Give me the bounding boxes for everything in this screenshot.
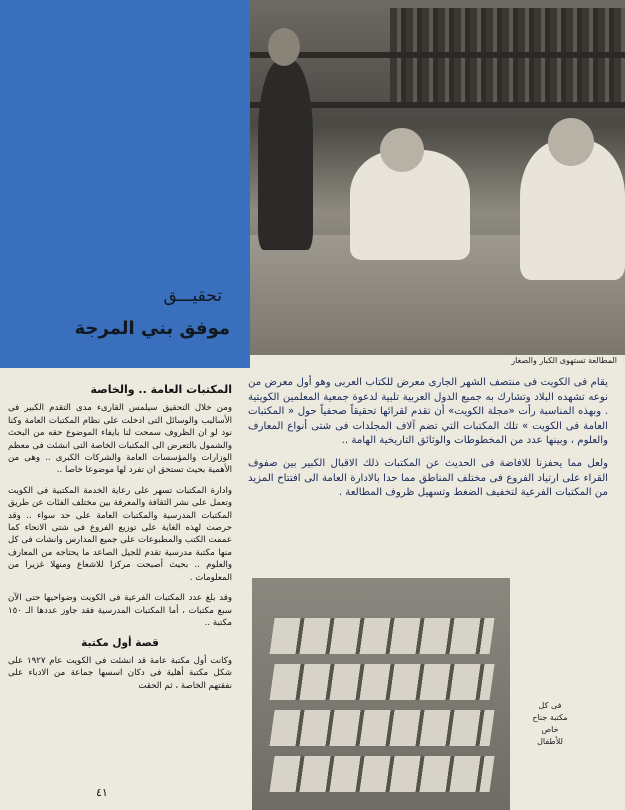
body-paragraph: وادارة المكتبات تسهر على رعاية الخدمة المكتبية فى الكويت وتعمل على نشر الثقافة والمعرفة بين مختلف الفئات عن طريق المكتبات المدرسية والمكتبات العامة على حد سواء .. وقد حرصت لهذه الغاية على توزيع الفروع فى شتى الانحاء كما عممت الكتب والمطبوعات على جميع المدارس وانشات فى كل منها مكتبة مدرسية تقدم للجيل الصاعد ما يحتاجه من المعارف والعلوم .. بحيث أصبحت مركزا للاشعاع ومنهلا غزيرا من المعلومات . xyxy=(8,485,232,583)
article-label: تحقيـــق xyxy=(163,286,222,306)
intro-text xyxy=(248,376,608,509)
book-rack xyxy=(269,618,494,654)
intro-paragraph: يقام فى الكويت فى منتصف الشهر الجارى معرض للكتاب العربى وهو أول معرض من نوعه تشهده البلاد وتشارك به جميع الدول العربية تلبية لدعوة جمعية المعلمين الكويتية . وبهذه المناسبة رأت «مجلة الكويت» أن تقدم لقرائها تحقيقاً صحفياً حول « المكتبات العامة فى الكويت » تلك المكتبات التي تضم آلاف المجلدات فى شتى أنواع المعارف والعلوم ، وبينها عدد من المخطوطات والوثائق التاريخية الهامة .. xyxy=(248,377,608,447)
reader-head xyxy=(548,118,594,166)
reader-head xyxy=(268,28,300,66)
reading-room-photo xyxy=(250,0,625,355)
subsection-heading: قصة أول مكتبة xyxy=(81,637,159,650)
left-column xyxy=(8,384,232,700)
reader-head xyxy=(380,128,424,172)
bookshelf-row xyxy=(390,58,625,102)
intro-paragraph: ولعل مما يحفزنا للافاضة فى الحديث عن المكتبات ذلك الاقبال الكبير بين صفوف القراء على ارتياد الفروع فى مختلف المناطق مما حدا بالادارة العامة الى افتتاح المزيد من المكتبات الفرعية لتخفيف الضغط وتسهيل ظروف المطالعة . xyxy=(248,457,608,499)
body-paragraph: وكانت أول مكتبة عامة قد انشئت فى الكويت عام ١٩٢٧ على شكل مكتبة أهلية فى دكان اسسها جماعة من الادباء على نفقتهم الخاصة ، ثم الحقت xyxy=(8,655,232,691)
children-section-photo xyxy=(252,578,510,810)
book-rack xyxy=(269,664,494,700)
bookshelf-row xyxy=(390,8,625,52)
bottom-photo-caption: فى كل مكتبة جناح خاص للأطفال xyxy=(532,701,568,746)
book-rack xyxy=(269,710,494,746)
article-author: موفق بني المرجة xyxy=(74,318,230,339)
body-paragraph: ومن خلال التحقيق سيلمس القارىء مدى التقدم الكبير فى الأساليب والوسائل التى ادخلت على نظام المكتبات العامة وكنا نود لو ان الظروف سمحت لنا بايفاء الموضوع حقه من البحث والشمول بالتعرض الى المكتبات الخاصة التى انشئت فى معظم الوزارات والمؤسسات العامة والشركات الكبرى .. وهى من الأهمية بحيث تستحق ان تفرد لها موضوعا خاصا .. xyxy=(8,403,232,476)
body-paragraph: وقد بلغ عدد المكتبات الفرعية فى الكويت وضواحيها حتى الآن سبع مكتبات ، أما المكتبات المدرسية فقد جاوز عددها الـ ١٥٠ مكتبة .. xyxy=(8,593,232,628)
book-rack xyxy=(269,756,494,792)
title-panel xyxy=(0,0,250,368)
page-number: ٤١ xyxy=(96,786,108,799)
top-photo-caption: المطالعة تستهوى الكبار والصغار xyxy=(511,356,617,365)
section-heading: المكتبات العامة .. والخاصة xyxy=(90,383,232,396)
standing-reader xyxy=(258,60,313,250)
